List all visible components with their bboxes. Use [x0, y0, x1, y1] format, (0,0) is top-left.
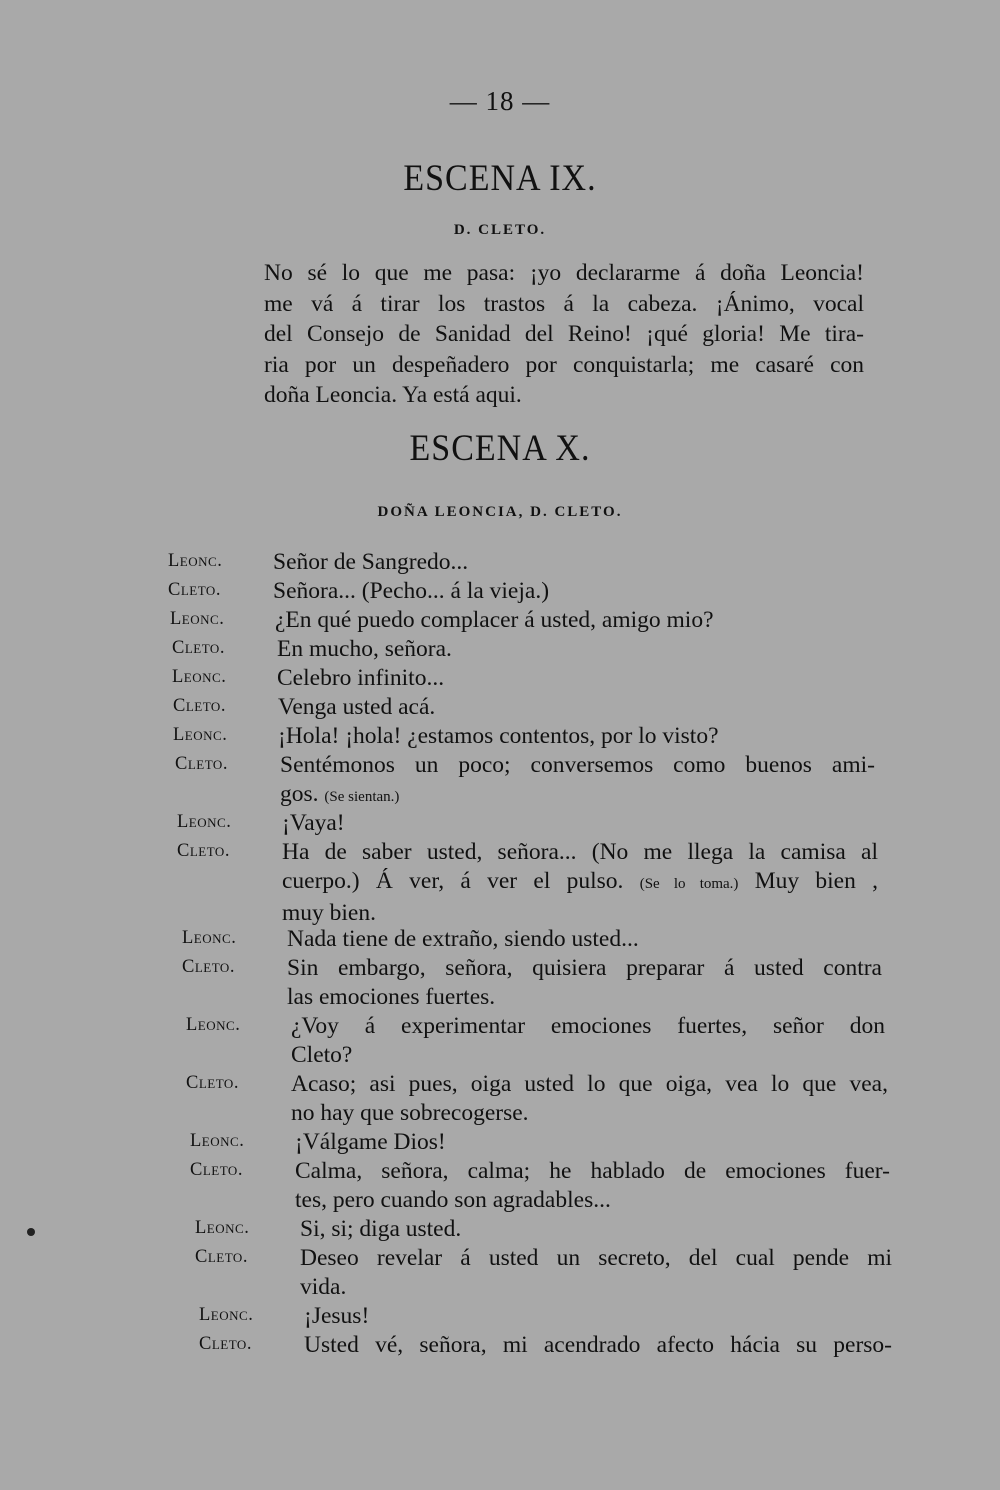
speaker-name: Cleto.	[190, 1160, 243, 1180]
speech	[291, 1012, 885, 1070]
speech-line: Usted vé, señora, mi acendrado afecto hácia su perso-	[304, 1332, 892, 1358]
speech	[277, 664, 867, 693]
monologue-line: ria por un despeñadero por conquistarla; me casaré con	[264, 351, 864, 378]
speech-line: Calma, señora, calma; he hablado de emociones fuer-	[295, 1158, 890, 1184]
speech	[273, 577, 863, 606]
speech-line: Cleto?	[291, 1042, 353, 1068]
speaker-name: Cleto.	[186, 1073, 239, 1093]
page-number: — 18 —	[449, 86, 551, 116]
speaker-name: Cleto.	[175, 754, 228, 774]
speech-text: Muy bien ,	[754, 868, 879, 894]
speech	[278, 693, 868, 722]
speech-line: Venga usted acá.	[278, 694, 436, 720]
speech	[291, 1070, 888, 1128]
speaker-name: Cleto.	[177, 841, 230, 861]
speech-line: Si, si; diga usted.	[300, 1216, 462, 1242]
speech	[300, 1215, 890, 1244]
speech	[275, 606, 865, 635]
speech	[282, 838, 878, 928]
speech-line: las emociones fuertes.	[287, 984, 496, 1010]
speech-line: Acaso; asi pues, oiga usted lo que oiga, vea lo que vea,	[291, 1071, 888, 1097]
speaker-name: Leonc.	[173, 725, 228, 745]
speech-line	[280, 780, 875, 812]
speaker-name: Cleto.	[173, 696, 226, 716]
speech-line: Deseo revelar á usted un secreto, del cual pende mi	[300, 1245, 892, 1271]
speaker-name: Leonc.	[190, 1131, 245, 1151]
speaker-name: Leonc.	[177, 812, 232, 832]
scene-ix-monologue	[264, 258, 864, 411]
speaker-name: Leonc.	[170, 609, 225, 629]
speech-line: Sentémonos un poco; conversemos como buenos ami-	[280, 752, 875, 778]
speaker-name: Leonc.	[186, 1015, 241, 1035]
ink-speck	[27, 1228, 35, 1236]
speech	[300, 1244, 892, 1302]
scene-ix-title: ESCENA IX.	[403, 158, 597, 199]
speech	[287, 925, 877, 954]
speech-line: tes, pero cuando son agradables...	[295, 1187, 611, 1213]
speech-text: cuerpo.) Á ver, á ver el pulso.	[282, 868, 624, 894]
speech-line: Señora... (Pecho... á la vieja.)	[273, 578, 550, 604]
speech-line: Sin embargo, señora, quisiera preparar á usted contra	[287, 955, 882, 981]
speech	[282, 809, 872, 838]
speech	[278, 722, 868, 751]
speaker-name: Cleto.	[182, 957, 235, 977]
speech-line: Celebro infinito...	[277, 665, 445, 691]
speech-line: ¡Vaya!	[282, 810, 345, 836]
speech-line: ¡Válgame Dios!	[295, 1129, 446, 1155]
speech-line: ¡Jesus!	[304, 1303, 370, 1329]
speech-line: vida.	[300, 1274, 347, 1300]
speech-line: Señor de Sangredo...	[273, 549, 469, 575]
speech-line: Nada tiene de extraño, siendo usted...	[287, 926, 639, 952]
stage-direction: (Se lo toma.)	[639, 876, 739, 892]
monologue-line: No sé lo que me pasa: ¡yo declararme á doña Leoncia!	[264, 260, 864, 286]
speaker-name: Leonc.	[172, 667, 227, 687]
scene-x-characters: DOÑA LEONCIA, D. CLETO.	[377, 504, 623, 520]
speaker-name: Cleto.	[199, 1334, 252, 1354]
speech-line: muy bien.	[282, 900, 376, 926]
scene-x-title: ESCENA X.	[409, 428, 591, 469]
speech	[304, 1331, 892, 1360]
speaker-name: Leonc.	[199, 1305, 254, 1325]
speech	[273, 548, 863, 577]
speech-line: En mucho, señora.	[277, 636, 452, 662]
scene-ix-characters: D. CLETO.	[453, 222, 547, 238]
speech-line: ¿En qué puedo complacer á usted, amigo mio?	[275, 607, 714, 633]
speech	[304, 1302, 894, 1331]
monologue-line: del Consejo de Sanidad del Reino! ¡qué gloria! Me tira-	[264, 321, 864, 347]
speaker-name: Cleto.	[168, 580, 221, 600]
speaker-name: Cleto.	[172, 638, 225, 658]
speech	[277, 635, 867, 664]
speech-text: gos.	[280, 781, 319, 807]
speech	[280, 751, 875, 812]
speech-line: Ha de saber usted, señora... (No me llega la camisa al	[282, 839, 878, 865]
monologue-line: me vá á tirar los trastos á la cabeza. ¡Ánimo, vocal	[264, 290, 864, 317]
monologue-line: doña Leoncia. Ya está aqui.	[264, 382, 522, 408]
speech	[287, 954, 882, 1012]
speaker-name: Leonc.	[195, 1218, 250, 1238]
speech-line: no hay que sobrecogerse.	[291, 1100, 529, 1126]
speech-line: ¡Hola! ¡hola! ¿estamos contentos, por lo visto?	[278, 723, 719, 749]
stage-direction: (Se sientan.)	[324, 789, 400, 805]
speech-line: ¿Voy á experimentar emociones fuertes, señor don	[291, 1013, 885, 1039]
speaker-name: Cleto.	[195, 1247, 248, 1267]
speech	[295, 1157, 890, 1215]
speaker-name: Leonc.	[182, 928, 237, 948]
speech	[295, 1128, 885, 1157]
speaker-name: Leonc.	[168, 551, 223, 571]
speech-line	[282, 867, 878, 899]
